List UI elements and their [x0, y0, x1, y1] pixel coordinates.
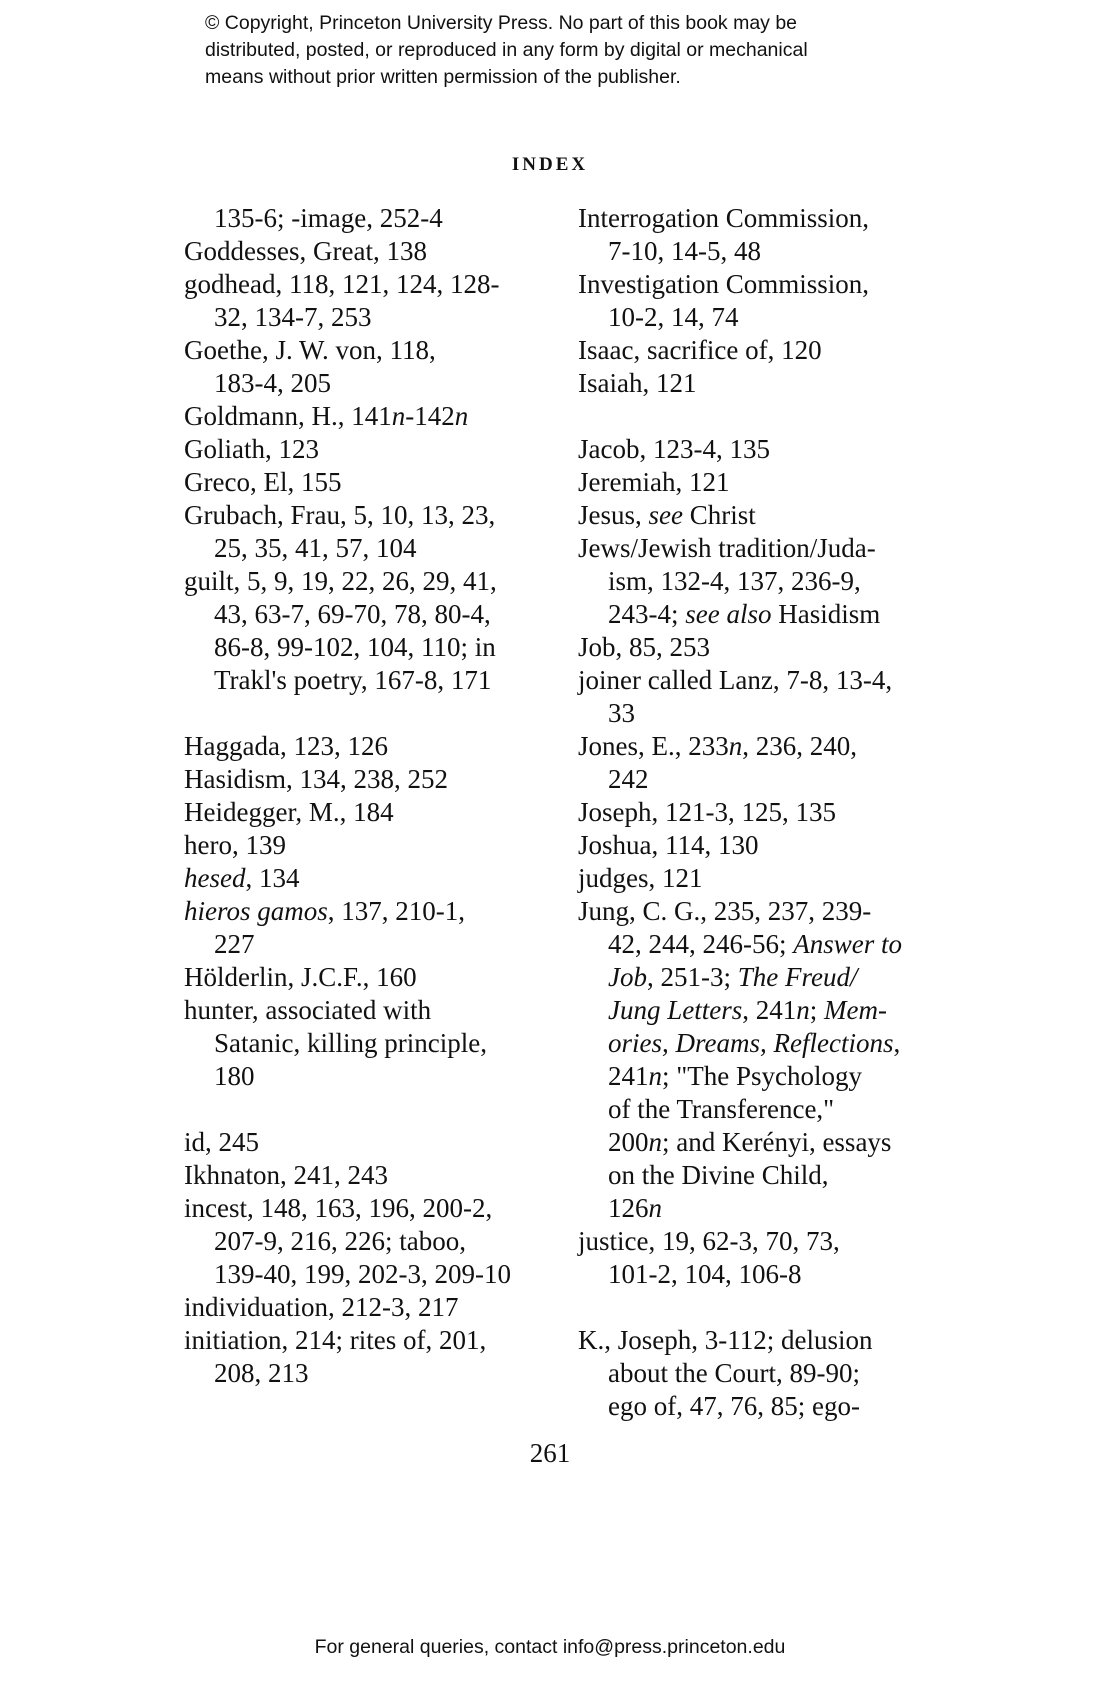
index-entry-line: joiner called Lanz, 7-8, 13-4,: [578, 665, 893, 695]
index-entry-line: Greco, El, 155: [184, 467, 342, 497]
index-entry-line: guilt, 5, 9, 19, 22, 26, 29, 41,: [184, 566, 497, 596]
copyright-line: distributed, posted, or reproduced in any form by digital or mechanical: [205, 39, 808, 61]
index-entry-line: incest, 148, 163, 196, 200-2,: [184, 1193, 493, 1223]
index-entry-line: hero, 139: [184, 830, 286, 860]
index-entry-line: hunter, associated with: [184, 995, 432, 1025]
index-entry-line: K., Joseph, 3-112; delusion: [578, 1325, 873, 1355]
index-entry-line: Trakl's poetry, 167-8, 171: [214, 665, 492, 695]
index-entry-line: Investigation Commission,: [578, 269, 870, 299]
index-entry-line: Haggada, 123, 126: [184, 731, 388, 761]
index-entry-line: id, 245: [184, 1127, 260, 1157]
index-entry-line: initiation, 214; rites of, 201,: [184, 1325, 487, 1355]
copyright-line: means without prior written permission of the publisher.: [205, 66, 681, 88]
index-entry-line: 10-2, 14, 74: [608, 302, 739, 332]
index-entry-line: 32, 134-7, 253: [214, 302, 372, 332]
section-gap: [184, 1093, 544, 1126]
index-entry-line: Jacob, 123-4, 135: [578, 434, 770, 464]
index-entry-line: of the Transference,": [608, 1094, 835, 1124]
index-entry-line: 43, 63-7, 69-70, 78, 80-4,: [214, 599, 491, 629]
index-entry-line: individuation, 212-3, 217: [184, 1292, 459, 1322]
index-entry-line: about the Court, 89-90;: [608, 1358, 860, 1388]
page-number: 261: [529, 1438, 571, 1468]
index-entry-line: on the Divine Child,: [608, 1160, 829, 1190]
index-entry-line: Jung, C. G., 235, 237, 239-: [578, 896, 872, 926]
index-entry-line: Goldmann, H., 141n-142n: [184, 401, 469, 431]
index-entry-line: hieros gamos, 137, 210-1,: [184, 896, 466, 926]
page-heading: INDEX: [511, 154, 589, 175]
index-entry-line: 242: [608, 764, 649, 794]
index-entry-line: 183-4, 205: [214, 368, 331, 398]
index-entry-line: 180: [214, 1061, 255, 1091]
index-entry-line: ego of, 47, 76, 85; ego-: [608, 1391, 860, 1421]
index-entry-line: 33: [608, 698, 635, 728]
index-column-left: [184, 202, 544, 1390]
index-entry-line: Goethe, J. W. von, 118,: [184, 335, 436, 365]
index-column-right: [578, 202, 958, 1423]
index-entry-line: Joshua, 114, 130: [578, 830, 759, 860]
index-entry-line: Ikhnaton, 241, 243: [184, 1160, 388, 1190]
index-entry-line: 227: [214, 929, 255, 959]
index-entry-line: 241n; "The Psychology: [608, 1061, 863, 1091]
footer-contact: For general queries, contact info@press.princeton.edu: [314, 1636, 786, 1658]
index-entry-line: Jones, E., 233n, 236, 240,: [578, 731, 857, 761]
index-entry-line: godhead, 118, 121, 124, 128-: [184, 269, 500, 299]
index-entry-line: 25, 35, 41, 57, 104: [214, 533, 417, 563]
section-gap: [578, 400, 958, 433]
index-entry-line: Goddesses, Great, 138: [184, 236, 427, 266]
index-entry-line: 126n: [608, 1193, 662, 1223]
index-entry-line: Satanic, killing principle,: [214, 1028, 487, 1058]
index-entry-line: 200n; and Kerényi, essays: [608, 1127, 892, 1157]
index-entry-line: 86-8, 99-102, 104, 110; in: [214, 632, 496, 662]
index-entry-line: Jeremiah, 121: [578, 467, 730, 497]
index-entry-line: Job, 85, 253: [578, 632, 711, 662]
index-entry-line: 42, 244, 246-56; Answer to: [608, 929, 903, 959]
index-entry-line: Jung Letters, 241n; Mem-: [608, 995, 887, 1025]
index-entry-line: Job, 251-3; The Freud/: [608, 962, 858, 992]
copyright-notice: [205, 10, 965, 91]
index-entry-line: 139-40, 199, 202-3, 209-10: [214, 1259, 511, 1289]
section-gap: [578, 1291, 958, 1324]
index-entry-line: Interrogation Commission,: [578, 203, 869, 233]
index-entry-line: Joseph, 121-3, 125, 135: [578, 797, 836, 827]
index-entry-line: Isaac, sacrifice of, 120: [578, 335, 822, 365]
index-entry-line: justice, 19, 62-3, 70, 73,: [578, 1226, 840, 1256]
index-entry-line: ories, Dreams, Reflections,: [608, 1028, 901, 1058]
index-entry-line: Jesus, see Christ: [578, 500, 756, 530]
index-entry-line: Isaiah, 121: [578, 368, 697, 398]
index-entry-line: 207-9, 216, 226; taboo,: [214, 1226, 466, 1256]
index-entry-line: hesed, 134: [184, 863, 300, 893]
index-entry-line: 7-10, 14-5, 48: [608, 236, 761, 266]
index-entry-line: ism, 132-4, 137, 236-9,: [608, 566, 861, 596]
index-entry-line: 208, 213: [214, 1358, 309, 1388]
index-entry-line: Grubach, Frau, 5, 10, 13, 23,: [184, 500, 496, 530]
index-entry-line: 135-6; -image, 252-4: [214, 203, 443, 233]
index-entry-line: Heidegger, M., 184: [184, 797, 394, 827]
index-entry-line: 101-2, 104, 106-8: [608, 1259, 802, 1289]
index-entry-line: 243-4; see also Hasidism: [608, 599, 881, 629]
index-entry-line: Hölderlin, J.C.F., 160: [184, 962, 417, 992]
index-entry-line: Hasidism, 134, 238, 252: [184, 764, 449, 794]
index-entry-line: Jews/Jewish tradition/Juda-: [578, 533, 876, 563]
index-entry-line: judges, 121: [578, 863, 703, 893]
section-gap: [184, 697, 544, 730]
index-entry-line: Goliath, 123: [184, 434, 319, 464]
copyright-line: © Copyright, Princeton University Press. No part of this book may be: [205, 12, 798, 34]
